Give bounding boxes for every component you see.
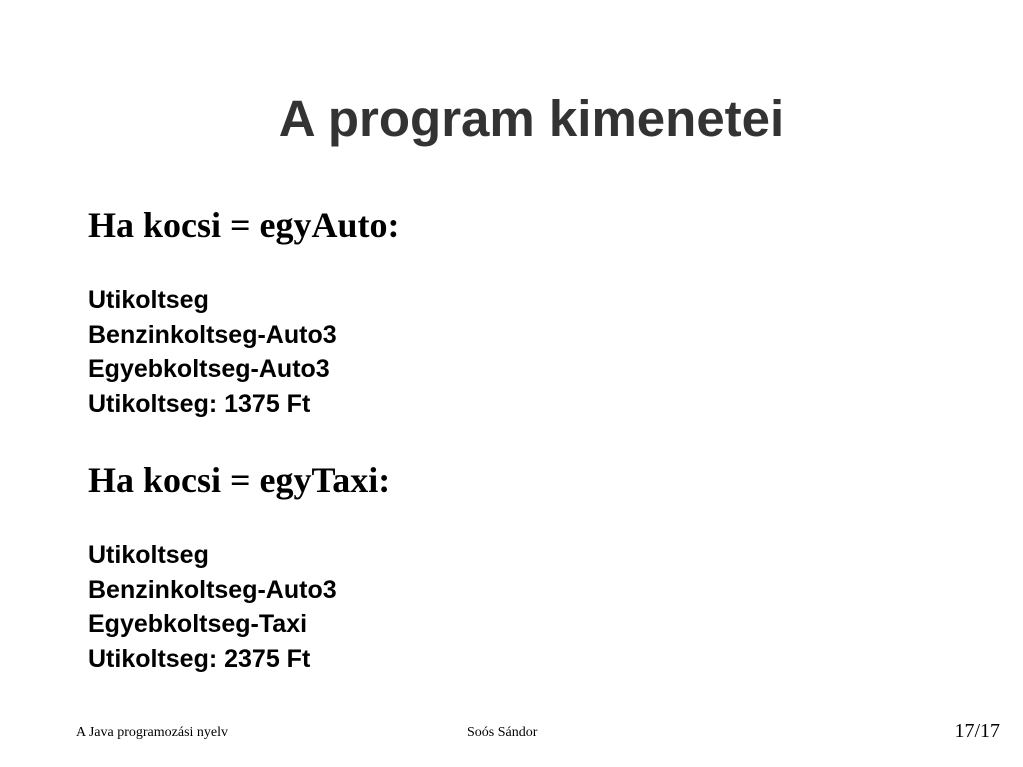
footer-course-name: A Java programozási nyelv xyxy=(76,725,229,740)
footer-author: Soós Sándor xyxy=(467,725,538,740)
output-line: Benzinkoltseg-Auto3 xyxy=(88,320,337,349)
output-line: Egyebkoltseg-Auto3 xyxy=(88,355,330,383)
output-line: Benzinkoltseg-Auto3 xyxy=(88,575,337,604)
output-line: Utikoltseg: 1375 Ft xyxy=(88,389,311,418)
case-heading-auto: Ha kocsi = egyAuto: xyxy=(88,205,400,245)
output-list-auto xyxy=(88,283,337,421)
output-line: Utikoltseg xyxy=(88,286,209,314)
output-list-taxi xyxy=(88,538,337,676)
output-line: Egyebkoltseg-Taxi xyxy=(88,610,308,638)
slide-title: A program kimenetei xyxy=(278,90,785,147)
output-line: Utikoltseg: 2375 Ft xyxy=(88,644,311,673)
page-number: 17/17 xyxy=(954,720,1000,742)
case-heading-taxi: Ha kocsi = egyTaxi: xyxy=(88,460,391,500)
output-line: Utikoltseg xyxy=(88,541,209,569)
